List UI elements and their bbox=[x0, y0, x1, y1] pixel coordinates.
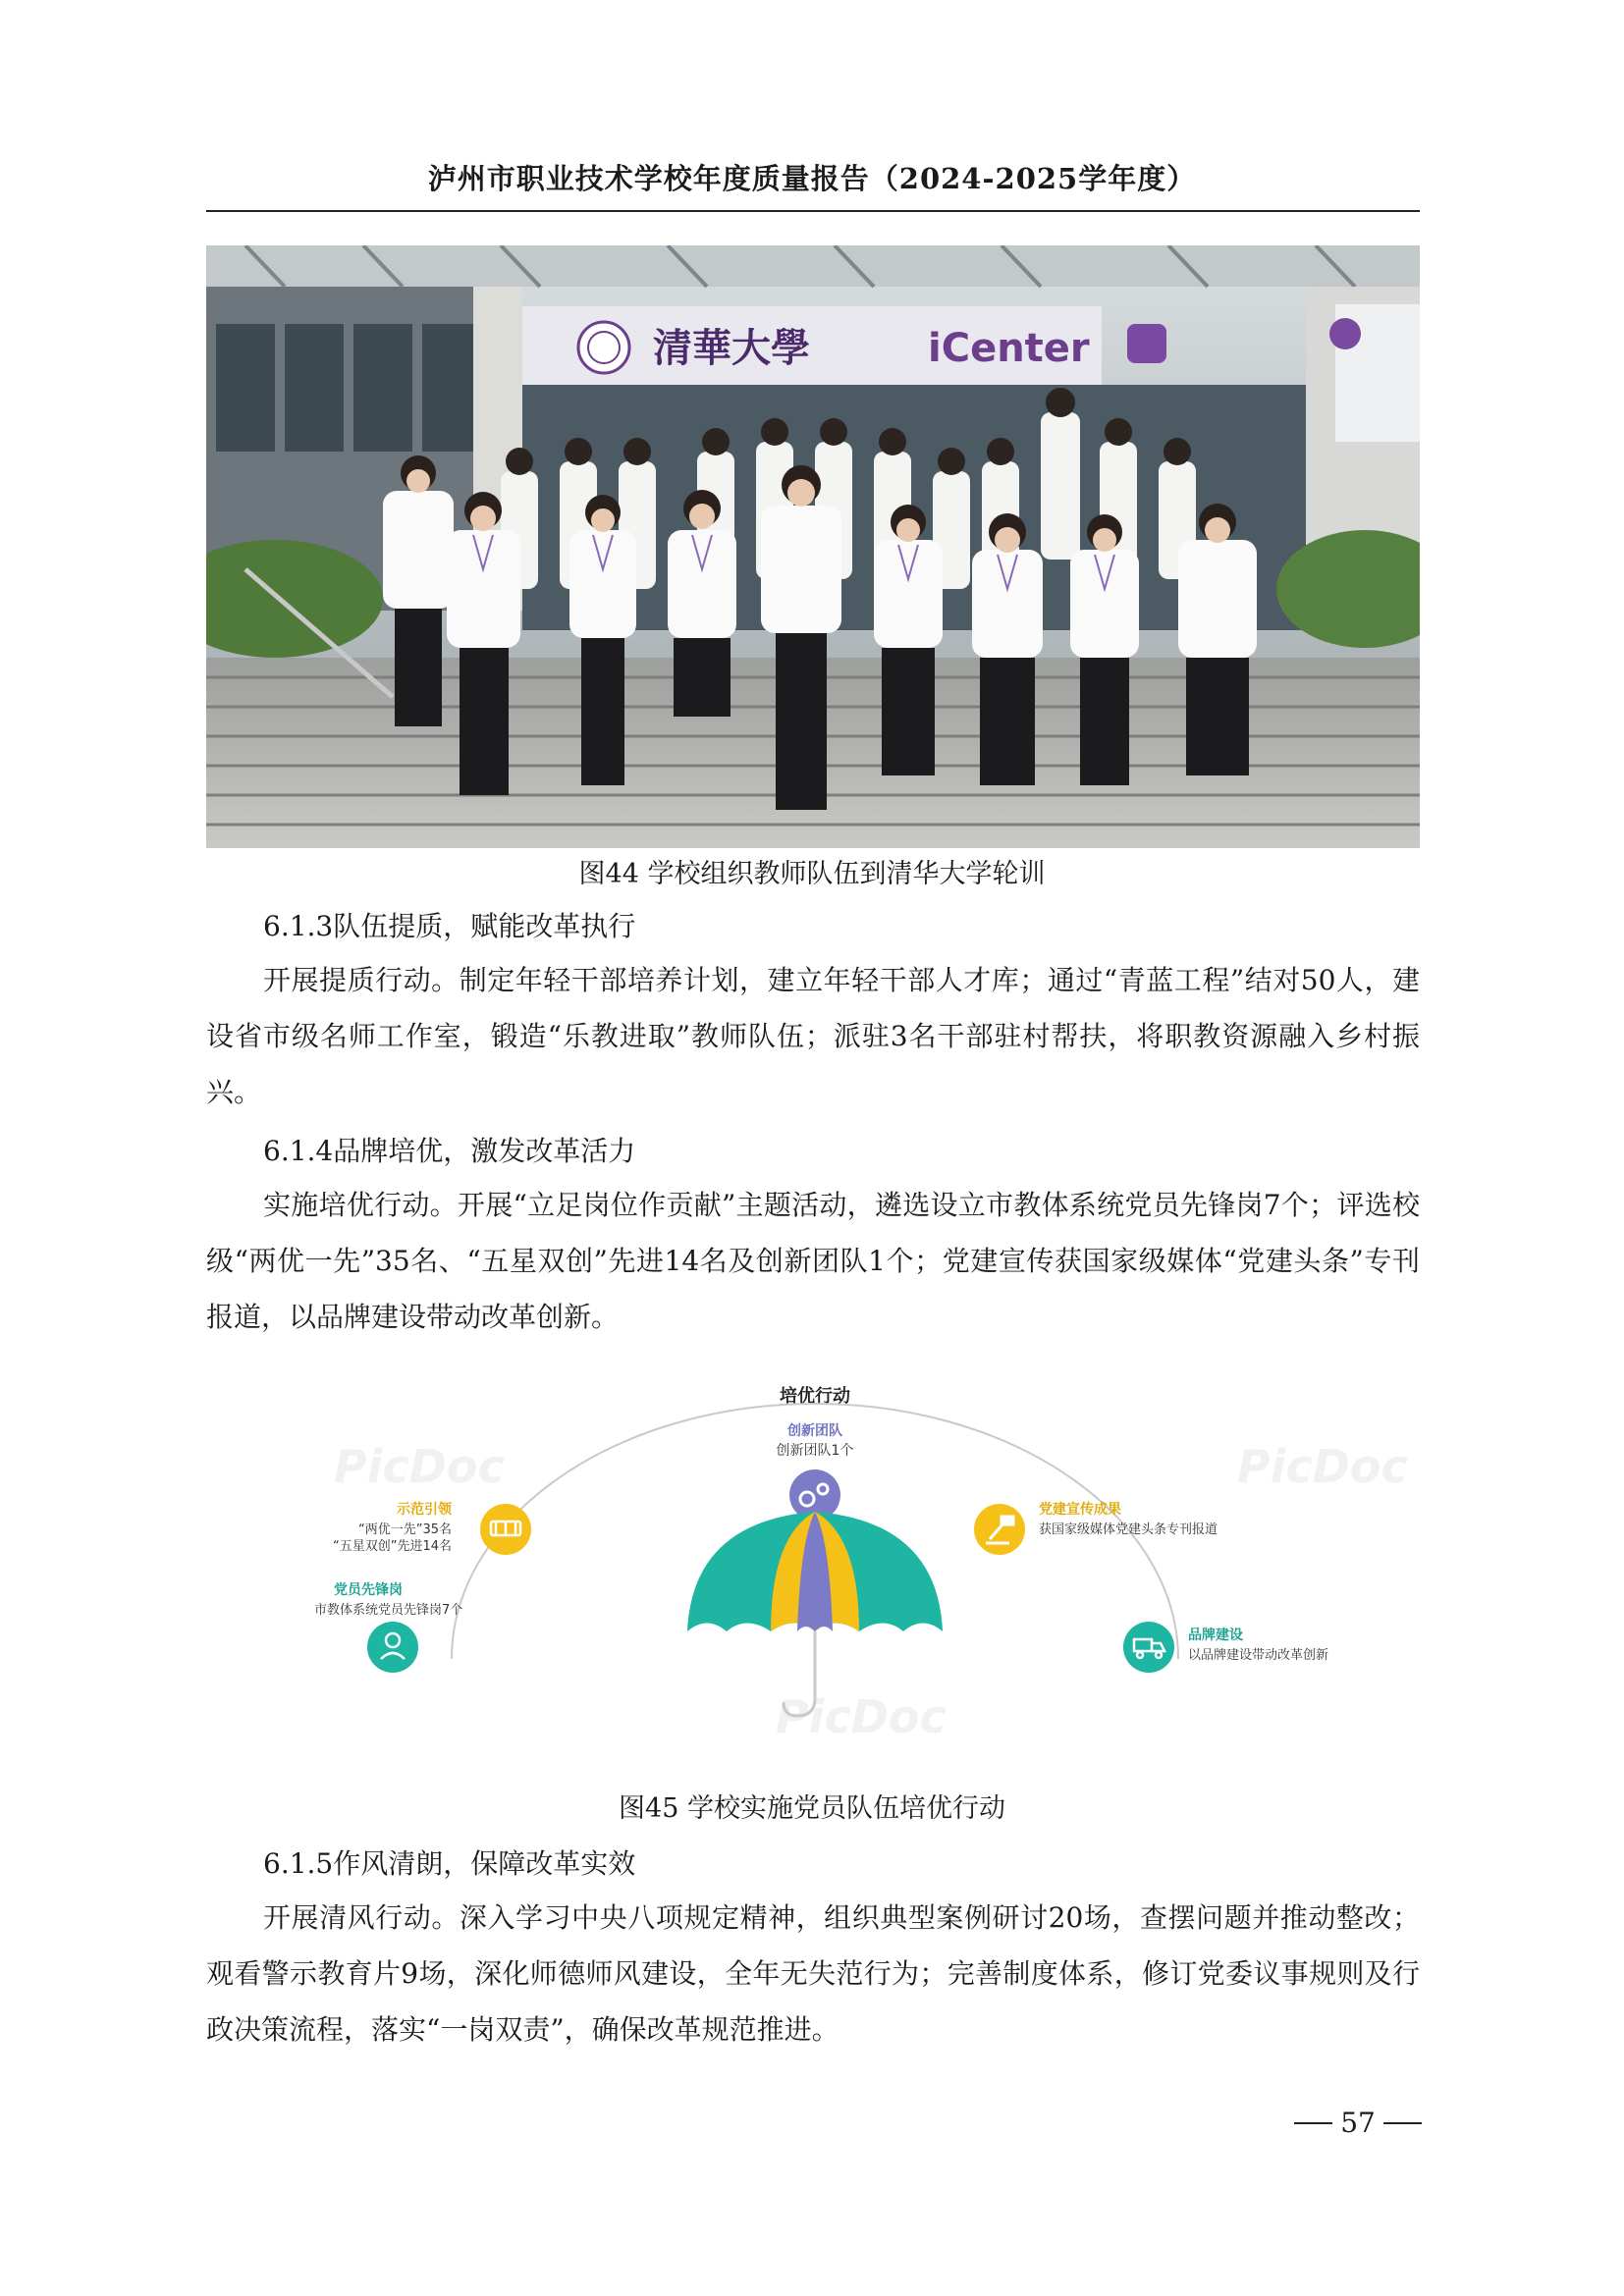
section-613-body: 开展提质行动。制定年轻干部培养计划，建立年轻干部人才库；通过“青蓝工程”结对50人，建设省市级名师工作室，锻造“乐教进取”教师队伍；派驻3名干部驻村帮扶，将职教资源融入乡村振兴。 bbox=[206, 964, 1420, 1108]
item-publicity-desc: 获国家级媒体党建头条专刊报道 bbox=[1039, 1522, 1218, 1537]
page-number-value: 57 bbox=[1340, 2107, 1376, 2139]
item-vanguard-title: 党员先锋岗 bbox=[334, 1582, 403, 1598]
watermark-right: PicDoc bbox=[1237, 1440, 1408, 1493]
item-vanguard-desc: 市教体系统党员先锋岗7个 bbox=[314, 1603, 463, 1618]
item-model-title: 示范引领 bbox=[397, 1502, 452, 1518]
watermark-left: PicDoc bbox=[334, 1440, 505, 1493]
item-brand-title: 品牌建设 bbox=[1188, 1628, 1243, 1643]
group-photo bbox=[206, 245, 1420, 848]
figure45-caption: 图45 学校实施党员队伍培优行动 bbox=[619, 1793, 1005, 1824]
truck-icon bbox=[1123, 1622, 1174, 1673]
sign-brand: iCenter bbox=[928, 326, 1090, 371]
watermark-bottom: PicDoc bbox=[776, 1690, 947, 1743]
section-615-heading: 6.1.5作风清朗，保障改革实效 bbox=[263, 1847, 636, 1880]
item-model-desc2: “五星双创”先进14名 bbox=[332, 1539, 452, 1554]
figure44-caption: 图44 学校组织教师队伍到清华大学轮训 bbox=[578, 859, 1046, 889]
umbrella-graphic bbox=[687, 1512, 943, 1716]
diagram-title: 培优行动 bbox=[780, 1386, 850, 1407]
sign-chinese: 清華大學 bbox=[653, 325, 810, 371]
excellence-diagram bbox=[245, 1364, 1424, 1767]
item-innovation-desc: 创新团队1个 bbox=[776, 1443, 854, 1459]
item-brand-desc: 以品牌建设带动改革创新 bbox=[1188, 1648, 1329, 1663]
item-model-desc: “两优一先”35名 bbox=[357, 1522, 452, 1537]
section-614-heading: 6.1.4品牌培优，激发改革活力 bbox=[263, 1135, 636, 1167]
page-number bbox=[1294, 2107, 1422, 2139]
item-innovation-title: 创新团队 bbox=[787, 1423, 842, 1439]
section-613-heading: 6.1.3队伍提质，赋能改革执行 bbox=[263, 910, 636, 942]
section-614-body: 实施培优行动。开展“立足岗位作贡献”主题活动，遴选设立市教体系统党员先锋岗7个；评选校级“两优一先”35名、“五星双创”先进14名及创新团队1个；党建宣传获国家级媒体“党建头条”专刊报道，以品牌建设带动改革创新。 bbox=[206, 1189, 1420, 1333]
header-rule bbox=[206, 210, 1420, 212]
section-615-body: 开展清风行动。深入学习中央八项规定精神，组织典型案例研讨20场，查摆问题并推动整改；观看警示教育片9场，深化师德师风建设，全年无失范行为；完善制度体系，修订党委议事规则及行政决策流程，落实“一岗双责”，确保改革规范推进。 bbox=[206, 1901, 1420, 2046]
header-title: 泸州市职业技术学校年度质量报告（2024-2025学年度） bbox=[427, 162, 1197, 195]
page-number-dash-left bbox=[1294, 2122, 1332, 2124]
page-number-dash-right bbox=[1383, 2122, 1422, 2124]
item-publicity-title: 党建宣传成果 bbox=[1039, 1502, 1121, 1518]
